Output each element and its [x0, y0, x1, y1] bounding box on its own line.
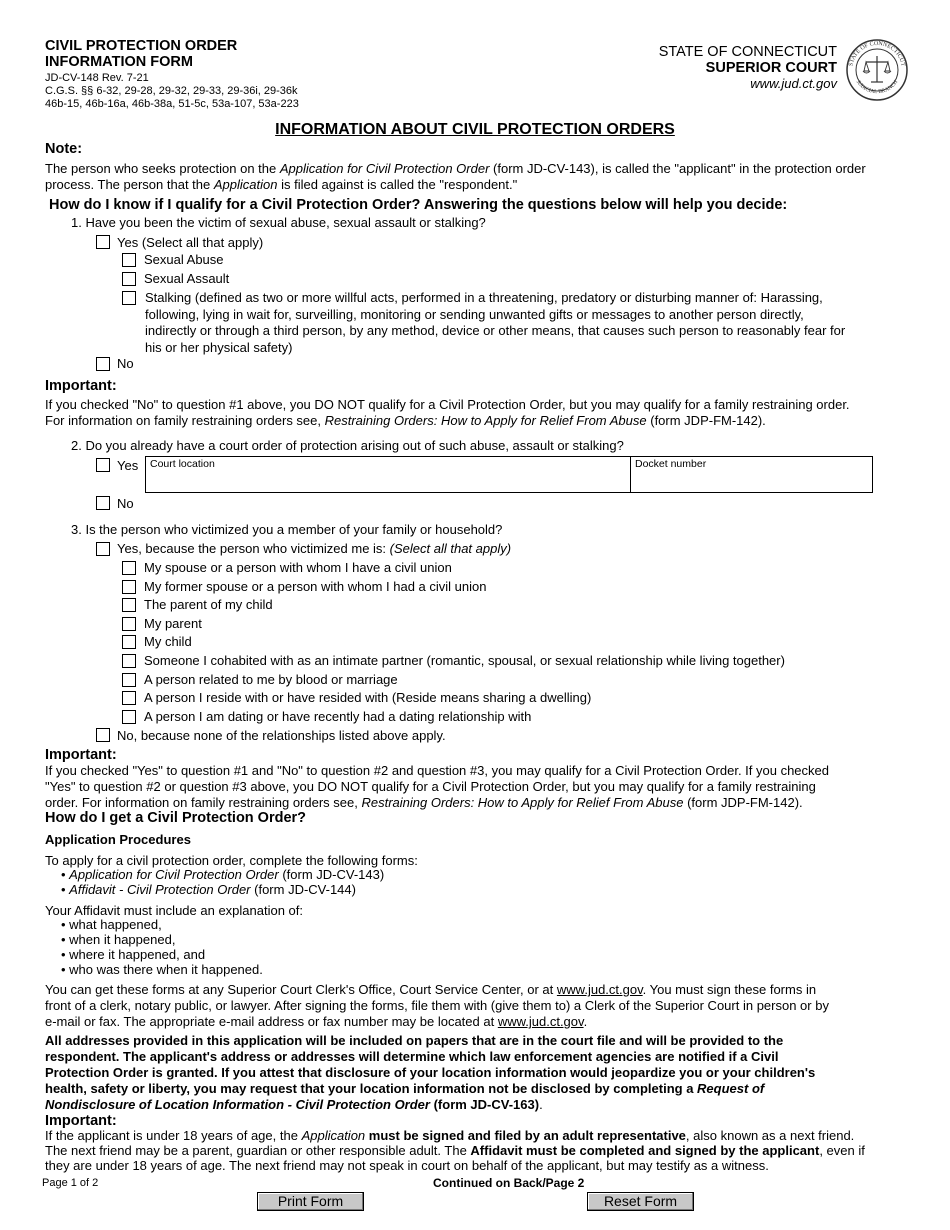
important3-line2-b: Affidavit must be completed and signed by the applicant [470, 1143, 820, 1158]
important2-line2: "Yes" to question #2 or question #3 above, you DO NOT qualify for a Civil Protection Order, but you may qualify for a family restraining [45, 779, 816, 794]
q3-option-label: A person I reside with or have resided with (Reside means sharing a dwelling) [144, 690, 592, 705]
court-website: www.jud.ct.gov [750, 76, 837, 91]
important1-line2-a: For information on family restraining orders see, [45, 413, 325, 428]
form1-number: (form JD-CV-143) [278, 867, 385, 882]
q3-option-checkbox[interactable] [122, 580, 136, 594]
note-text-c: (form JD-CV-143), is called the "applicant" in the protection order process. The person that the [45, 161, 866, 192]
q3-option-checkbox[interactable] [122, 673, 136, 687]
jud-website-link[interactable]: www.jud.ct.gov [556, 982, 643, 997]
q1-yes-checkbox[interactable] [96, 235, 110, 249]
q1-sexual-abuse-label: Sexual Abuse [144, 252, 224, 267]
addresses-line1: All addresses provided in this application will be included on papers that are in the court file and will be provided to the [45, 1033, 784, 1048]
forms-list-item: • Application for Civil Protection Order (form JD-CV-143) [61, 867, 385, 882]
state-name: STATE OF CONNECTICUT [658, 44, 837, 60]
q3-no-checkbox[interactable] [96, 728, 110, 742]
seal-text-bottom: JUDICIAL BRANCH [854, 79, 900, 96]
important1-line2-b: Restraining Orders: How to Apply for Relief From Abuse [324, 413, 647, 428]
form-title-line1: CIVIL PROTECTION ORDER [45, 38, 238, 54]
statutes-line2: 46b-15, 46b-16a, 46b-38a, 51-5c, 53a-107, 53a-223 [45, 98, 299, 110]
get-forms-line1 [45, 982, 925, 998]
important3-line1-c: must be signed and filed by an adult representative [365, 1128, 686, 1143]
q3-yes-checkbox[interactable] [96, 542, 110, 556]
affidavit-list-item-text: what happened, [69, 917, 162, 932]
q1-stalking-line3: indirectly or through a third person, by any method, device or other means, that causes such person to reasonably fear for [145, 323, 846, 338]
important3-line3: they are under 18 years of age. The next friend may not speak in court on behalf of the applicant, but may testify as a witness. [45, 1158, 769, 1173]
q1-stalking-line1: Stalking (defined as two or more willful acts, performed in a threatening, predatory or disturbing manner of: Harassing, [145, 290, 823, 305]
get-forms-line1-b: . You must sign these forms in [642, 982, 817, 997]
continued-note: Continued on Back/Page 2 [433, 1176, 585, 1190]
q3-option-checkbox[interactable] [122, 561, 136, 575]
q3-option-checkbox[interactable] [122, 710, 136, 724]
affidavit-list-item: • who was there when it happened. [61, 962, 263, 977]
affidavit-list-item: • where it happened, and [61, 947, 206, 962]
q2-docket-number-field[interactable] [630, 456, 873, 493]
q3-option-label: Someone I cohabited with as an intimate partner (romantic, spousal, or sexual relationship while living together) [144, 653, 785, 668]
q2-no-checkbox[interactable] [96, 496, 110, 510]
seal-text-top: STATE OF CONNECTICUT [848, 40, 906, 67]
q1-stalking-label [145, 290, 845, 356]
important1-line1: If you checked "No" to question #1 above, you DO NOT qualify for a Civil Protection Order, but you may qualify for a family restraining order. [45, 397, 850, 412]
form-title [45, 38, 237, 70]
affidavit-list-item-text: who was there when it happened. [69, 962, 263, 977]
important1-line2-c: (form JDP-FM-142). [646, 413, 766, 428]
q2-question: 2. Do you already have a court order of protection arising out of such abuse, assault or stalking? [71, 438, 624, 453]
forms-list [61, 867, 384, 897]
affidavit-list-item: • when it happened, [61, 932, 176, 947]
q3-yes-label-b: (Select all that apply) [389, 541, 512, 556]
affidavit-list-item-text: where it happened, and [69, 947, 206, 962]
addresses-line5-c: . [539, 1097, 543, 1112]
jud-website-link-2[interactable]: www.jud.ct.gov [497, 1014, 584, 1029]
important3-line1 [45, 1128, 925, 1143]
q3-option-checkbox[interactable] [122, 654, 136, 668]
form-id: JD-CV-148 Rev. 7-21 [45, 72, 149, 84]
q1-yes-label: Yes (Select all that apply) [117, 235, 264, 250]
q1-sexual-assault-label: Sexual Assault [144, 271, 230, 286]
note-paragraph [45, 161, 915, 193]
q1-stalking-line4: his or her physical safety) [145, 339, 293, 355]
important3-line2 [45, 1143, 925, 1158]
form-meta [45, 72, 299, 111]
how-heading: How do I get a Civil Protection Order? [45, 810, 307, 826]
forms-list-item: • Affidavit - Civil Protection Order (form JD-CV-144) [61, 882, 356, 897]
q2-yes-checkbox[interactable] [96, 458, 110, 472]
affidavit-list-item-text: when it happened, [69, 932, 176, 947]
q3-option-checkbox[interactable] [122, 617, 136, 631]
statutes-line1: C.G.S. §§ 6-32, 29-28, 29-32, 29-33, 29-36i, 29-36k [45, 85, 298, 97]
q3-yes-label [117, 541, 511, 556]
addresses-notice [45, 1033, 925, 1113]
important2-line3 [45, 795, 925, 811]
important3-line2-a: The next friend may be a parent, guardian or other responsible adult. The [45, 1143, 471, 1158]
important3-line1-b: Application [301, 1128, 366, 1143]
get-forms-line3 [45, 1014, 925, 1030]
note-text-e: is filed against is called the "respondent." [277, 177, 518, 192]
note-text-d: Application [213, 177, 278, 192]
procedures-intro: To apply for a civil protection order, complete the following forms: [45, 853, 418, 868]
q3-option-label: A person related to me by blood or marriage [144, 672, 398, 687]
get-forms-paragraph [45, 982, 925, 1030]
get-forms-line1-a: You can get these forms at any Superior Court Clerk's Office, Court Service Center, or at [45, 982, 557, 997]
important3-line1-a: If the applicant is under 18 years of age, the [45, 1128, 302, 1143]
q3-option-label: My spouse or a person with whom I have a civil union [144, 560, 452, 575]
q1-question: 1. Have you been the victim of sexual abuse, sexual assault or stalking? [71, 215, 486, 230]
q1-sexual-abuse-checkbox[interactable] [122, 253, 136, 267]
addresses-line2: respondent. The applicant's address or addresses will determine which law enforcement agencies are notified if a Civil [45, 1049, 779, 1064]
q3-no-label: No, because none of the relationships listed above apply. [117, 728, 446, 743]
addresses-line4 [45, 1081, 925, 1097]
q3-option-label: The parent of my child [144, 597, 273, 612]
q3-option-checkbox[interactable] [122, 691, 136, 705]
important1-heading: Important: [45, 378, 117, 394]
page-number: Page 1 of 2 [42, 1177, 99, 1189]
addresses-line3: Protection Order is granted. If you attest that disclosure of your location information would jeopardize you or your children's [45, 1065, 816, 1080]
q2-yes-label: Yes [117, 458, 139, 473]
q1-no-checkbox[interactable] [96, 357, 110, 371]
important2-text [45, 763, 925, 811]
court-location-label: Court location [150, 458, 215, 470]
q3-question: 3. Is the person who victimized you a member of your family or household? [71, 522, 503, 537]
court-name: SUPERIOR COURT [705, 60, 837, 76]
important3-line2-c: , even if [819, 1143, 865, 1158]
q3-option-checkbox[interactable] [122, 598, 136, 612]
print-form-button[interactable]: Print Form [257, 1192, 364, 1211]
q3-option-label: My parent [144, 616, 202, 631]
q3-option-label: My child [144, 634, 192, 649]
docket-number-label: Docket number [635, 458, 707, 470]
addresses-line4-b: Request of [697, 1081, 765, 1096]
important2-line1: If you checked "Yes" to question #1 and "No" to question #2 and question #3, you may qualify for a Civil Protection Order. If you checked [45, 763, 829, 778]
form2-number: (form JD-CV-144) [250, 882, 356, 897]
get-forms-line3-a: e-mail or fax. The appropriate e-mail address or fax number may be located at [45, 1014, 498, 1029]
important2-line3-a: order. For information on family restraining orders see, [45, 795, 362, 810]
important1-text [45, 397, 915, 429]
get-forms-line3-b: . [583, 1014, 588, 1029]
main-title: INFORMATION ABOUT CIVIL PROTECTION ORDERS [275, 121, 675, 138]
q2-court-location-field[interactable] [145, 456, 631, 493]
court-info [659, 44, 837, 92]
qualify-heading: How do I know if I qualify for a Civil Protection Order? Answering the questions below will help you decide: [49, 197, 788, 213]
affidavit-list-item: • what happened, [61, 917, 162, 932]
q1-no-label: No [117, 356, 134, 371]
addresses-line4-a: health, safety or liberty, you may request that your location information not be disclosed by completing a [45, 1081, 698, 1096]
q1-stalking-checkbox[interactable] [122, 291, 136, 305]
state-seal-icon [844, 38, 910, 102]
form-title-line2: INFORMATION FORM [45, 54, 193, 70]
addresses-line5-a: Nondisclosure of Location Information - Civil Protection Order [45, 1097, 430, 1112]
important2-line3-c: (form JDP-FM-142). [683, 795, 803, 810]
important1-line2 [45, 413, 915, 429]
addresses-line5 [45, 1097, 925, 1113]
important2-heading: Important: [45, 747, 117, 763]
note-heading: Note: [45, 141, 83, 157]
form2-name: Affidavit - Civil Protection Order [69, 882, 251, 897]
reset-form-button[interactable]: Reset Form [587, 1192, 694, 1211]
important3-text [45, 1128, 925, 1173]
q1-stalking-line2: following, lying in wait for, surveilling, monitoring or sending unwanted gifts or messages to another person directly, [145, 306, 804, 322]
important2-line3-b: Restraining Orders: How to Apply for Relief From Abuse [361, 795, 684, 810]
q1-sexual-assault-checkbox[interactable] [122, 272, 136, 286]
note-text-b: Application for Civil Protection Order [279, 161, 490, 176]
q3-option-label: My former spouse or a person with whom I had a civil union [144, 579, 487, 594]
affidavit-intro: Your Affidavit must include an explanation of: [45, 903, 304, 918]
q3-option-label: A person I am dating or have recently had a dating relationship with [144, 709, 532, 724]
note-text-a: The person who seeks protection on the [45, 161, 280, 176]
addresses-line5-b: (form JD-CV-163) [429, 1097, 540, 1112]
important3-line1-d: , also known as a next friend. [685, 1128, 855, 1143]
procedures-heading: Application Procedures [45, 832, 191, 847]
form1-name: Application for Civil Protection Order [69, 867, 279, 882]
important3-heading: Important: [45, 1113, 117, 1129]
q2-no-label: No [117, 496, 134, 511]
affidavit-items-list [61, 917, 263, 977]
get-forms-line2: front of a clerk, notary public, or lawyer. After signing the forms, file them with (give them to) a Clerk of the Superior Court in person or by [45, 998, 829, 1013]
q3-yes-label-a: Yes, because the person who victimized me is: [117, 541, 390, 556]
q3-option-checkbox[interactable] [122, 635, 136, 649]
